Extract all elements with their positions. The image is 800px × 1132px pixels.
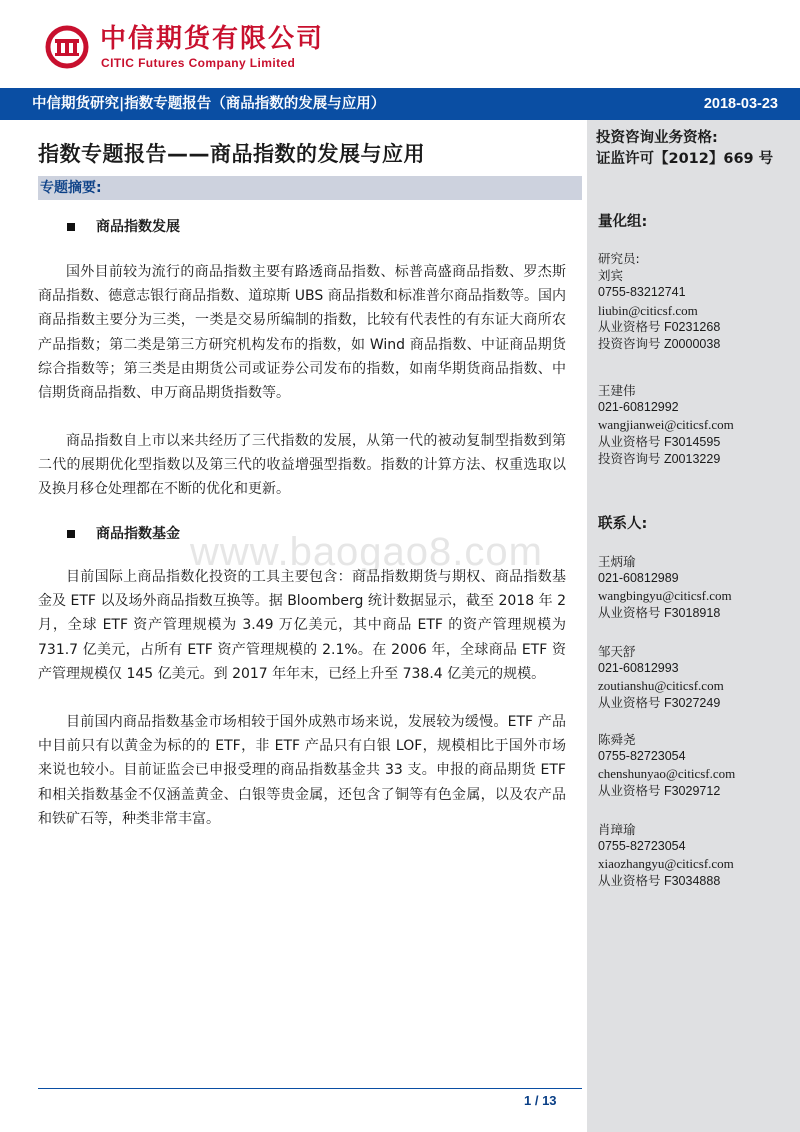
researcher-name: 王建伟 xyxy=(598,383,636,398)
body-paragraph: 商品指数自上市以来共经历了三代指数的发展，从第一代的被动复制型指数到第二代的展期优化型指数以及第三代的收益增强型指数。指数的计算方法、权重选取以及换月移仓处理都在不断的优化和更新。 xyxy=(38,433,566,498)
contact-email[interactable]: chenshunyao@citicsf.com xyxy=(598,766,736,782)
contact-email[interactable]: xiaozhangyu@citicsf.com xyxy=(598,856,734,872)
researcher-advisory: 投资咨询号 Z0000038 xyxy=(598,337,721,352)
contact-cert: 从业资格号 F3027249 xyxy=(598,695,721,710)
researcher-name: 刘宾 xyxy=(598,268,624,284)
contact-card xyxy=(598,821,734,890)
section-bullet-icon xyxy=(67,530,75,538)
researcher-email[interactable]: wangjianwei@citicsf.com xyxy=(598,417,734,433)
brand-name-en: CITIC Futures Company Limited xyxy=(101,56,296,70)
watermark: www.baogao8.com xyxy=(190,530,543,574)
contact-name: 肖璋瑜 xyxy=(598,822,636,837)
contact-name: 陈舜尧 xyxy=(598,732,636,747)
footer-divider xyxy=(38,1088,582,1089)
section-bullet-icon xyxy=(67,223,75,231)
contact-email[interactable]: wangbingyu@citicsf.com xyxy=(598,588,732,604)
contact-phone: 021-60812993 xyxy=(598,661,679,676)
report-date: 2018-03-23 xyxy=(703,96,778,112)
contact-cert: 从业资格号 F3029712 xyxy=(598,783,721,798)
researcher-label: 研究员: xyxy=(598,251,640,266)
body-paragraph: 目前国内商品指数基金市场相较于国外成熟市场来说，发展较为缓慢。ETF 产品中目前只有以黄金为标的的 ETF，非 ETF 产品只有白银 LOF，规模相比于国外市场来说也较小。目前证监会已申报受理的商品指数基金共 33 支。申报的商品期货 ETF 和相关指数基金不仅涵盖黄金、白银等贵金属，还包含了铜等有色金属，以及农产品和铁矿石等，种类非常丰富。 xyxy=(38,714,566,827)
body-paragraph: 目前国际上商品指数化投资的工具主要包含：商品指数期货与期权、商品指数基金及 ETF 以及场外商品指数互换等。据 Bloomberg 统计数据显示，截至 2018 年 2 月，全球 ETF 资产管理规模为 3.49 万亿美元，其中商品 ETF 的资产管理规模为 731.7 亿美元，占所有 ETF 资产管理规模的 2.1%。在 2006 年，全球商品 ETF 资产管理规模仅 145 亿美元。到 2017 年年末，已经上升至 738.4 亿美元的规模。 xyxy=(38,569,566,682)
section-heading: 商品指数发展 xyxy=(96,219,180,235)
quant-team-heading: 量化组: xyxy=(598,214,648,230)
brand-name-cn: 中信期货有限公司 xyxy=(100,24,325,54)
contact-name: 王炳瑜 xyxy=(598,554,636,569)
researcher-phone: 021-60812992 xyxy=(598,400,679,415)
contact-email[interactable]: zoutianshu@citicsf.com xyxy=(598,678,724,694)
report-banner xyxy=(0,88,800,120)
researcher-card xyxy=(598,382,734,468)
contact-name: 邹天舒 xyxy=(598,644,636,659)
contact-phone: 0755-82723054 xyxy=(598,749,686,764)
license-line-1: 投资咨询业务资格: xyxy=(596,130,718,146)
contact-phone: 0755-82723054 xyxy=(598,839,686,854)
researcher-card xyxy=(598,250,720,353)
report-title: 指数专题报告——商品指数的发展与应用 xyxy=(38,142,425,166)
page-number: 1 / 13 xyxy=(524,1093,557,1108)
abstract-bar xyxy=(38,176,582,200)
contact-cert: 从业资格号 F3034888 xyxy=(598,873,721,888)
contact-card xyxy=(598,643,724,712)
license-line-2: 证监许可【2012】669 号 xyxy=(596,151,774,167)
contact-card xyxy=(598,553,732,622)
license-info xyxy=(596,128,773,170)
page-header xyxy=(0,0,800,88)
researcher-phone: 0755-83212741 xyxy=(598,285,686,300)
citic-logo-icon xyxy=(45,25,89,69)
contacts-heading: 联系人: xyxy=(598,516,648,532)
abstract-label: 专题摘要: xyxy=(40,180,102,196)
researcher-cert: 从业资格号 F0231268 xyxy=(598,319,721,334)
contact-cert: 从业资格号 F3018918 xyxy=(598,605,721,620)
contact-phone: 021-60812989 xyxy=(598,571,679,586)
contact-card xyxy=(598,731,735,800)
researcher-email[interactable]: liubin@citicsf.com xyxy=(598,302,698,318)
body-paragraph: 国外目前较为流行的商品指数主要有路透商品指数、标普高盛商品指数、罗杰斯商品指数、德意志银行商品指数、道琼斯 UBS 商品指数和标准普尔商品指数等。国内商品指数主要分为三类，一类是交易所编制的指数，比较有代表性的有东证大商所农产品指数；第二类是第三方研究机构发布的指数，如 Wind 商品指数、中证商品期货综合指数等；第三类是由期货公司或证券公司发布的指数，如南华期货商品指数、中信期货商品指数、申万商品期货指数等。 xyxy=(38,264,566,402)
researcher-cert: 从业资格号 F3014595 xyxy=(598,434,721,449)
banner-title: 中信期货研究|指数专题报告（商品指数的发展与应用） xyxy=(32,96,386,112)
researcher-advisory: 投资咨询号 Z0013229 xyxy=(598,451,721,466)
section-heading: 商品指数基金 xyxy=(96,526,180,542)
